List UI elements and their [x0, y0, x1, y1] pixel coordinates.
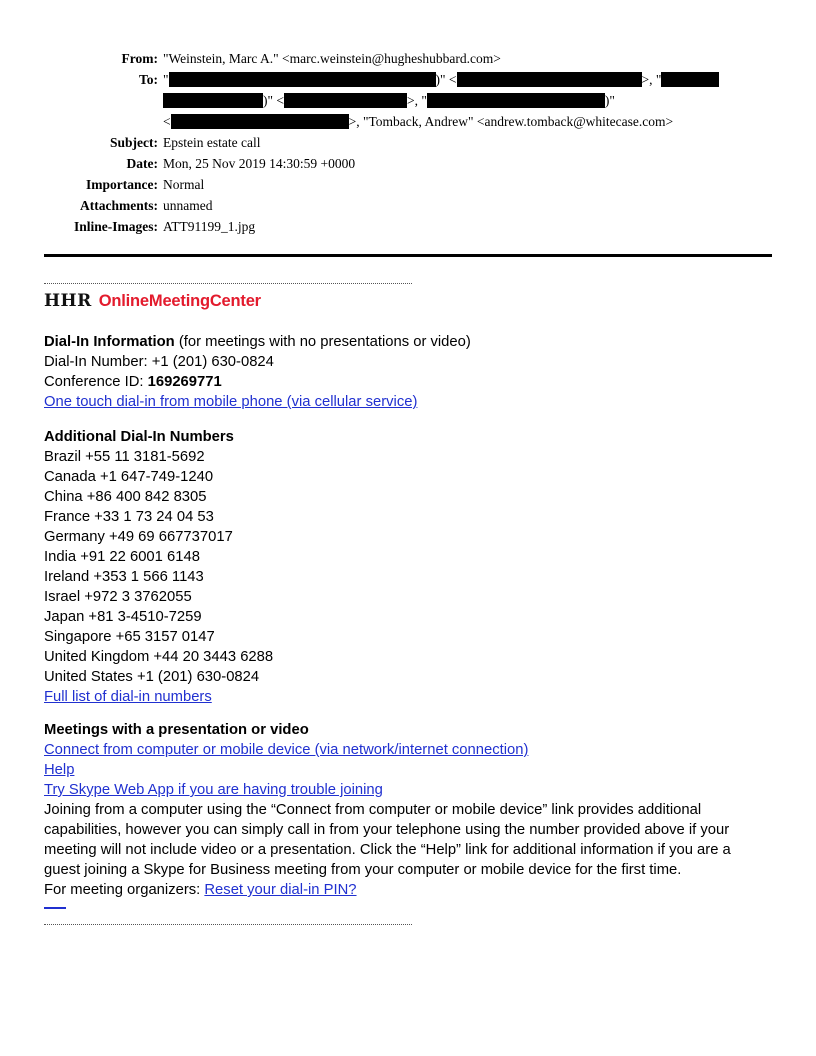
to-text-fragment: >, ": [641, 72, 662, 87]
dialin-number-line: Singapore +65 3157 0147: [44, 629, 215, 645]
header-row-from: [44, 48, 772, 69]
reset-dialin-pin-link[interactable]: Reset your dial-in PIN?: [204, 882, 357, 898]
date-value: Mon, 25 Nov 2019 14:30:59 +0000: [163, 156, 356, 171]
dialin-number-line: Israel +972 3 3762055: [44, 589, 192, 605]
help-link[interactable]: Help: [44, 762, 75, 778]
to-label: To:: [138, 72, 158, 87]
header-row-to: [44, 69, 772, 132]
additional-dialin-heading: Additional Dial-In Numbers: [44, 429, 234, 445]
full-list-line: [44, 687, 772, 707]
attachments-label: Attachments:: [80, 198, 158, 213]
from-label: From:: [121, 51, 158, 66]
dialin-number-line: Germany +49 69 667737017: [44, 529, 233, 545]
paragraph-line: guest joining a Skype for Business meeting from your computer or mobile device for the first time.: [44, 862, 682, 878]
additional-dialin-section: [44, 427, 772, 707]
to-text-fragment: ": [163, 72, 169, 87]
empty-link-underline-mark: [44, 907, 66, 909]
header-row-inline-images: [44, 216, 772, 237]
organizers-line: [44, 880, 772, 900]
to-text-fragment: )" <: [263, 93, 284, 108]
dialin-number-line: United States +1 (201) 630-0824: [44, 669, 260, 685]
to-text-fragment: >, ": [407, 93, 427, 108]
to-value: [163, 69, 772, 132]
dialin-heading: Dial-In Information: [44, 334, 175, 350]
redaction-bar: [163, 93, 263, 108]
email-body: [44, 283, 772, 925]
header-row-date: [44, 153, 772, 174]
subject-value: Epstein estate call: [163, 135, 261, 150]
dialin-number-line: Canada +1 647-749-1240: [44, 469, 214, 485]
dialin-heading-line: [44, 332, 772, 352]
dialin-number-line: India +91 22 6001 6148: [44, 549, 200, 565]
paragraph-line: capabilities, however you can simply call in from your telephone using the number provided above if your: [44, 822, 730, 838]
subject-label: Subject:: [110, 135, 158, 150]
skype-web-app-link[interactable]: Try Skype Web App if you are having trouble joining: [44, 782, 383, 798]
inline-images-value: ATT91199_1.jpg: [163, 219, 256, 234]
one-touch-line: [44, 392, 772, 412]
redaction-bar: [661, 72, 719, 87]
to-recipient-line: [163, 90, 772, 111]
dialin-number-line: China +86 400 842 8305: [44, 489, 207, 505]
redaction-bar: [427, 93, 605, 108]
meetings-heading: Meetings with a presentation or video: [44, 722, 309, 738]
date-label: Date:: [126, 156, 158, 171]
conference-id-value: 169269771: [147, 374, 222, 390]
hhr-logo-text: HHR: [44, 291, 92, 311]
dotted-divider-bottom: [44, 924, 412, 925]
to-recipient-line: [163, 69, 772, 90]
help-line: [44, 760, 772, 780]
to-text-fragment: )" <: [435, 72, 457, 87]
email-header: [44, 48, 772, 237]
dialin-number-line: Brazil +55 11 3181-5692: [44, 449, 205, 465]
header-body-divider: [44, 254, 772, 257]
importance-value: Normal: [163, 177, 205, 192]
to-text-fragment: >, "Tomback, Andrew" <andrew.tomback@whitecase.com>: [348, 114, 674, 129]
connect-from-computer-link[interactable]: Connect from computer or mobile device (via network/internet connection): [44, 742, 529, 758]
online-meeting-center-logo-text: OnlineMeetingCenter: [98, 292, 261, 310]
conference-id-line: [44, 372, 772, 392]
header-row-subject: [44, 132, 772, 153]
attachments-value: unnamed: [163, 198, 213, 213]
to-text-fragment: <: [163, 114, 171, 129]
connect-line: [44, 740, 772, 760]
paragraph-line: meeting will not include video or a presentation. Click the “Help” link for additional information if you are a: [44, 842, 731, 858]
importance-label: Importance:: [86, 177, 158, 192]
dialin-number-line: Ireland +353 1 566 1143: [44, 569, 204, 585]
skype-web-app-line: [44, 780, 772, 800]
dialin-number-line: Japan +81 3-4510-7259: [44, 609, 202, 625]
dialin-number-line: Dial-In Number: +1 (201) 630-0824: [44, 354, 274, 370]
full-list-of-dialin-numbers-link[interactable]: Full list of dial-in numbers: [44, 689, 212, 705]
header-row-attachments: [44, 195, 772, 216]
redaction-bar: [284, 93, 407, 108]
joining-paragraph: [44, 800, 772, 880]
hhr-online-meeting-center-logo: [44, 291, 772, 311]
inline-images-label: Inline-Images:: [74, 219, 158, 234]
redaction-bar: [457, 72, 642, 87]
to-recipient-line: [163, 111, 772, 132]
from-value: "Weinstein, Marc A." <marc.weinstein@hugheshubbard.com>: [163, 51, 501, 66]
meetings-presentation-section: [44, 720, 772, 909]
paragraph-line: Joining from a computer using the “Connect from computer or mobile device” link provides additional: [44, 802, 702, 818]
conference-id-label: Conference ID:: [44, 374, 148, 390]
header-row-importance: [44, 174, 772, 195]
redaction-bar: [169, 72, 436, 87]
organizers-label: For meeting organizers:: [44, 882, 205, 898]
dialin-heading-note: (for meetings with no presentations or video): [174, 334, 471, 350]
redaction-bar: [171, 114, 349, 129]
to-text-fragment: )": [604, 93, 615, 108]
dialin-information-section: [44, 332, 772, 412]
dialin-numbers-list: [44, 447, 772, 687]
one-touch-dialin-link[interactable]: One touch dial-in from mobile phone (via cellular service): [44, 394, 418, 410]
dialin-number-line: France +33 1 73 24 04 53: [44, 509, 214, 525]
dotted-divider-top: [44, 283, 412, 284]
dialin-number-line: United Kingdom +44 20 3443 6288: [44, 649, 274, 665]
